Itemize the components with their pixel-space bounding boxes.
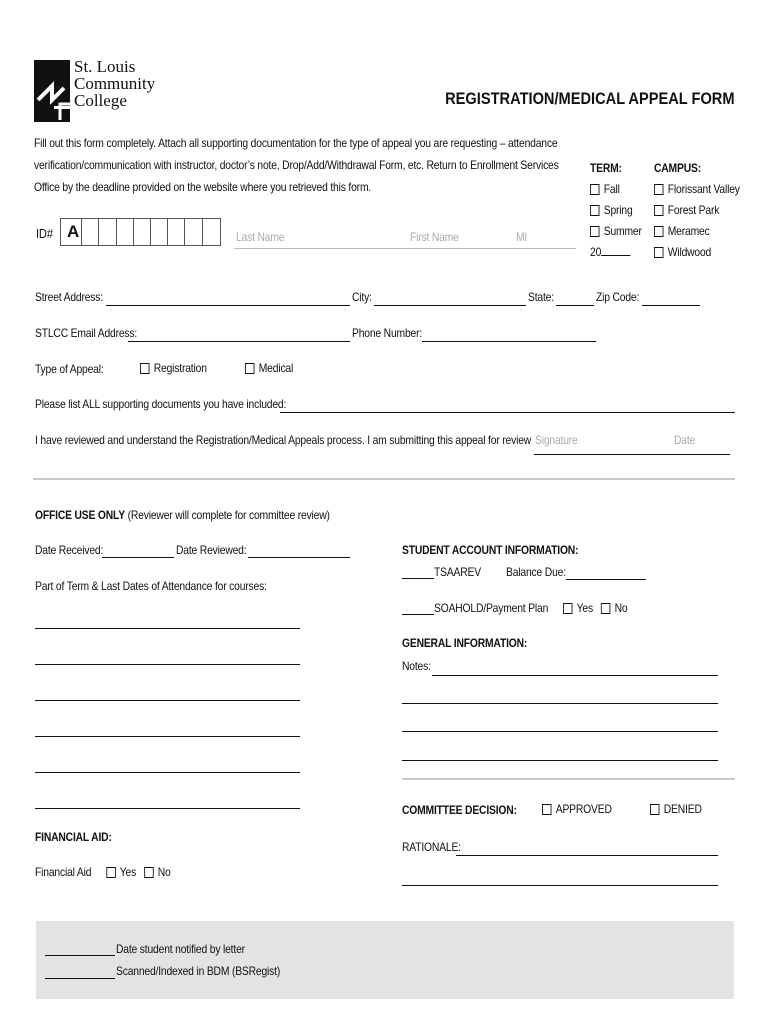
attendance-line[interactable] — [35, 736, 300, 737]
notes-divider — [402, 778, 735, 780]
checkbox-icon[interactable] — [654, 226, 663, 237]
financial-aid-heading: FINANCIAL AID: — [35, 830, 112, 844]
mi-field[interactable]: MI — [516, 230, 528, 244]
first-name-field[interactable]: First Name — [410, 230, 459, 244]
logo-line-1: St. Louis — [74, 57, 136, 76]
logo-line-2: Community — [74, 74, 156, 93]
attendance-line[interactable] — [35, 664, 300, 665]
name-underline — [234, 248, 576, 249]
committee-decision-label: COMMITTEE DECISION: — [402, 803, 517, 817]
supporting-docs-label: Please list ALL supporting documents you have included: — [35, 397, 287, 411]
checkbox-icon[interactable] — [590, 226, 599, 237]
date-received-input[interactable] — [102, 557, 174, 558]
date-field[interactable]: Date — [674, 433, 696, 447]
id-cell-divider — [116, 218, 117, 246]
zip-input[interactable] — [642, 305, 700, 306]
tsaarev-input[interactable] — [402, 578, 434, 579]
appeal-registration[interactable]: Registration — [140, 361, 207, 375]
tsaarev-label: TSAAREV — [434, 565, 481, 579]
id-input[interactable] — [60, 218, 221, 246]
id-cell-divider — [81, 218, 82, 246]
financial-aid-row: Financial Aid Yes No — [35, 865, 171, 879]
checkbox-icon[interactable] — [106, 867, 115, 878]
rationale-input[interactable] — [456, 855, 718, 856]
checkbox-icon[interactable] — [654, 205, 663, 216]
notes-line[interactable] — [402, 731, 718, 732]
appeal-medical[interactable]: Medical — [245, 361, 293, 375]
checkbox-icon[interactable] — [654, 184, 663, 195]
term-section — [590, 158, 642, 263]
instruction-line-2: verification/communication with instructor, doctor’s note, Drop/Add/Withdrawal Form, etc. Return to Enrollment Services — [34, 158, 559, 172]
attendance-line[interactable] — [35, 808, 300, 809]
checkbox-icon[interactable] — [563, 603, 572, 614]
phone-input[interactable] — [422, 341, 596, 342]
notified-label: Date student notified by letter — [116, 942, 245, 956]
phone-label: Phone Number: — [352, 326, 423, 340]
date-received-label: Date Received: — [35, 543, 104, 557]
term-fall[interactable]: Fall — [590, 179, 642, 200]
email-label: STLCC Email Address: — [35, 326, 138, 340]
notes-line[interactable] — [402, 703, 718, 704]
date-reviewed-input[interactable] — [248, 557, 350, 558]
id-cell-divider — [98, 218, 99, 246]
notes-input[interactable] — [432, 675, 718, 676]
id-cell-divider — [184, 218, 185, 246]
city-input[interactable] — [374, 305, 526, 306]
id-prefix: A — [67, 222, 80, 241]
attendance-line[interactable] — [35, 700, 300, 701]
checkbox-icon[interactable] — [140, 363, 149, 374]
college-logo-mark — [34, 60, 70, 122]
signature-field[interactable]: Signature — [535, 433, 578, 447]
notified-date-input[interactable] — [45, 955, 115, 956]
rationale-line[interactable] — [402, 885, 718, 886]
logo-text — [74, 58, 155, 109]
part-of-term-label: Part of Term & Last Dates of Attendance for courses: — [35, 579, 267, 593]
campus-forest-park[interactable]: Forest Park — [654, 200, 740, 221]
city-label: City: — [352, 290, 372, 304]
checkbox-icon[interactable] — [650, 804, 659, 815]
zip-label: Zip Code: — [596, 290, 640, 304]
id-cell-divider — [133, 218, 134, 246]
approved-option[interactable]: APPROVED — [542, 802, 612, 816]
campus-wildwood[interactable]: Wildwood — [654, 242, 740, 263]
campus-heading: CAMPUS: — [654, 161, 701, 175]
term-heading: TERM: — [590, 161, 622, 175]
office-footer-box — [36, 921, 734, 999]
section-divider — [33, 478, 735, 480]
form-title: REGISTRATION/MEDICAL APPEAL FORM — [445, 89, 735, 108]
general-info-heading: GENERAL INFORMATION: — [402, 636, 528, 650]
checkbox-icon[interactable] — [590, 184, 599, 195]
supporting-docs-input[interactable] — [280, 412, 735, 413]
balance-due-input[interactable] — [566, 579, 646, 580]
checkbox-icon[interactable] — [542, 804, 551, 815]
instructions — [34, 132, 559, 198]
acknowledge-text: I have reviewed and understand the Registration/Medical Appeals process. I am submitting this appeal for review — [35, 433, 532, 447]
id-cell-divider — [202, 218, 203, 246]
appeal-label: Type of Appeal: — [35, 362, 104, 376]
scanned-label: Scanned/Indexed in BDM (BSRegist) — [116, 964, 281, 978]
notes-line[interactable] — [402, 760, 718, 761]
term-year[interactable]: 20 — [590, 242, 642, 263]
id-label: ID# — [36, 226, 53, 241]
id-cell-divider — [150, 218, 151, 246]
campus-meramec[interactable]: Meramec — [654, 221, 740, 242]
term-spring[interactable]: Spring — [590, 200, 642, 221]
street-input[interactable] — [106, 305, 350, 306]
checkbox-icon[interactable] — [590, 205, 599, 216]
checkbox-icon[interactable] — [144, 867, 153, 878]
date-reviewed-label: Date Reviewed: — [176, 543, 247, 557]
campus-florissant[interactable]: Florissant Valley — [654, 179, 740, 200]
scanned-input[interactable] — [45, 978, 115, 979]
logo-line-3: College — [74, 91, 127, 110]
campus-section — [654, 158, 740, 263]
attendance-line[interactable] — [35, 772, 300, 773]
checkbox-icon[interactable] — [654, 247, 663, 258]
term-summer[interactable]: Summer — [590, 221, 642, 242]
soahold-row: SOAHOLD/Payment Plan Yes No — [434, 601, 628, 615]
last-name-field[interactable]: Last Name — [236, 230, 285, 244]
id-cell-divider — [167, 218, 168, 246]
instruction-line-1: Fill out this form completely. Attach all supporting documentation for the type of appeal you are requesting – attendance — [34, 136, 558, 150]
attendance-line[interactable] — [35, 628, 300, 629]
street-label: Street Address: — [35, 290, 103, 304]
state-label: State: — [528, 290, 554, 304]
email-input[interactable] — [128, 341, 350, 342]
checkbox-icon[interactable] — [601, 603, 610, 614]
balance-due-label: Balance Due: — [506, 565, 566, 579]
checkbox-icon[interactable] — [245, 363, 254, 374]
state-input[interactable] — [556, 305, 594, 306]
office-heading: OFFICE USE ONLY (Reviewer will complete for committee review) — [35, 508, 330, 522]
signature-underline — [534, 454, 730, 455]
rationale-label: RATIONALE: — [402, 840, 461, 854]
soahold-input[interactable] — [402, 614, 434, 615]
instruction-line-3: Office by the deadline provided on the website where you retrieved this form. — [34, 180, 372, 194]
student-account-heading: STUDENT ACCOUNT INFORMATION: — [402, 543, 579, 557]
denied-option[interactable]: DENIED — [650, 802, 702, 816]
notes-label: Notes: — [402, 659, 431, 673]
